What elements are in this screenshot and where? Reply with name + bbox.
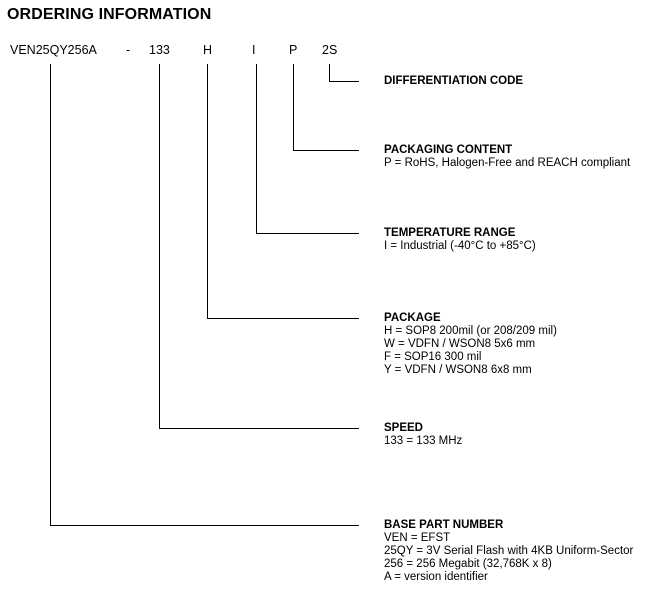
field-heading-temperature: TEMPERATURE RANGE	[384, 227, 516, 239]
field-packaging	[384, 144, 630, 170]
connector-package	[208, 64, 360, 319]
code-differentiation: 2S	[322, 43, 338, 57]
field-line: 25QY = 3V Serial Flash with 4KB Uniform-Sector	[384, 545, 634, 557]
field-differentiation	[384, 75, 523, 88]
field-heading-differentiation: DIFFERENTIATION CODE	[384, 75, 524, 87]
field-line: A = version identifier	[384, 571, 488, 583]
field-package	[384, 312, 557, 377]
code-speed: 133	[149, 43, 170, 57]
code-package: H	[203, 43, 213, 57]
field-line: 133 = 133 MHz	[384, 435, 463, 447]
connector-packaging	[294, 64, 360, 151]
field-line: Y = VDFN / WSON8 6x8 mm	[384, 364, 532, 376]
field-line: I = Industrial (-40°C to +85°C)	[384, 240, 536, 252]
field-line: VEN = EFST	[384, 532, 451, 544]
connector-base	[51, 64, 360, 526]
field-heading-package: PACKAGE	[384, 312, 441, 324]
code-base-part: VEN25QY256A	[10, 43, 97, 57]
code-separator: -	[126, 43, 131, 57]
field-line: P = RoHS, Halogen-Free and REACH compliant	[384, 157, 631, 169]
field-line: W = VDFN / WSON8 5x6 mm	[384, 338, 536, 350]
field-heading-speed: SPEED	[384, 422, 423, 434]
connector-speed	[160, 64, 360, 429]
code-packaging: P	[289, 43, 298, 57]
code-temperature: I	[252, 43, 256, 57]
connector-temperature	[257, 64, 360, 234]
page-title: ORDERING INFORMATION	[7, 6, 212, 23]
field-speed	[384, 422, 462, 448]
field-line: 256 = 256 Megabit (32,768K x 8)	[384, 558, 552, 570]
field-temperature	[384, 227, 536, 253]
field-line: F = SOP16 300 mil	[384, 351, 482, 363]
field-heading-packaging: PACKAGING CONTENT	[384, 144, 513, 156]
connector-differentiation	[330, 64, 360, 82]
field-base	[384, 519, 633, 584]
field-line: H = SOP8 200mil (or 208/209 mil)	[384, 325, 557, 337]
field-heading-base: BASE PART NUMBER	[384, 519, 504, 531]
